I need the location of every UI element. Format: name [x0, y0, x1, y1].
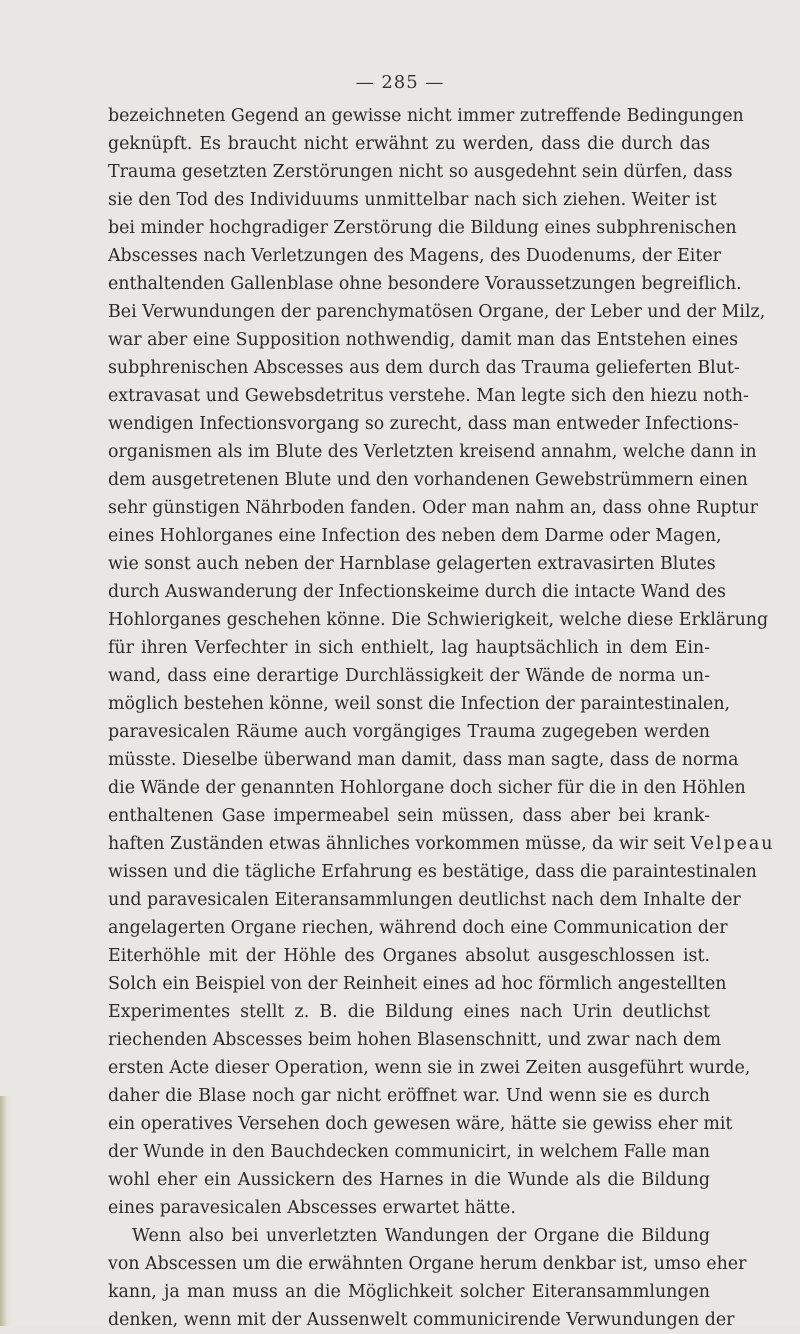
text-line: daher die Blase noch gar nicht eröffnet war. Und wenn sie es durch	[108, 1086, 710, 1106]
text-line: wohl eher ein Aussickern des Harnes in die Wunde als die Bildung	[108, 1170, 710, 1190]
text-line: wissen und die tägliche Erfahrung es bestätige, dass die paraintestinalen	[108, 862, 757, 882]
text-line: wand, dass eine derartige Durchlässigkeit der Wände de norma un-	[108, 666, 710, 686]
text-line: die Wände der genannten Hohlorgane doch sicher für die in den Höhlen	[108, 778, 746, 798]
text-line: Abscesses nach Verletzungen des Magens, des Duodenums, der Eiter	[108, 246, 721, 266]
text-line: eines Hohlorganes eine Infection des neben dem Darme oder Magen,	[108, 526, 722, 546]
text-line: und paravesicalen Eiteransammlungen deutlichst nach dem Inhalte der	[108, 890, 741, 910]
text-line: möglich bestehen könne, weil sonst die Infection der paraintestinalen,	[108, 694, 731, 714]
text-line: ersten Acte dieser Operation, wenn sie in zwei Zeiten ausgeführt wurde,	[108, 1058, 751, 1078]
text-line: kann, ja man muss an die Möglichkeit solcher Eiteransammlungen	[108, 1282, 710, 1302]
text-line: durch Auswanderung der Infectionskeime durch die intacte Wand des	[108, 582, 726, 602]
text-line: war aber eine Supposition nothwendig, damit man das Entstehen eines	[108, 330, 738, 350]
page-number: — 285 —	[355, 72, 445, 93]
text-line: denken, wenn mit der Aussenwelt communicirende Verwundungen der	[108, 1310, 735, 1330]
text-line: wie sonst auch neben der Harnblase gelagerten extravasirten Blutes	[108, 554, 716, 574]
text-line: eines paravesicalen Abscesses erwartet hätte.	[108, 1198, 516, 1218]
text-line: sie den Tod des Individuums unmittelbar nach sich ziehen. Weiter ist	[108, 190, 717, 210]
body-text	[108, 102, 775, 1334]
text-line: paravesicalen Räume auch vorgängiges Trauma zugegeben werden	[108, 722, 710, 742]
text-line: für ihren Verfechter in sich enthielt, lag hauptsächlich in dem Ein-	[108, 638, 710, 658]
text-line: von Abscessen um die erwähnten Organe herum denkbar ist, umso eher	[108, 1254, 747, 1274]
text-line: riechenden Abscesses beim hohen Blasenschnitt, und zwar nach dem	[108, 1030, 721, 1050]
text-line: subphrenischen Abscesses aus dem durch das Trauma gelieferten Blut-	[108, 358, 740, 378]
text-line: enthaltenden Gallenblase ohne besondere Voraussetzungen begreiflich.	[108, 274, 742, 294]
text-line: Eiterhöhle mit der Höhle des Organes absolut ausgeschlossen ist.	[108, 946, 710, 966]
text-line: Solch ein Beispiel von der Reinheit eines ad hoc förmlich angestellten	[108, 974, 727, 994]
text-line: wendigen Infectionsvorgang so zurecht, dass man entweder Infections-	[108, 414, 739, 434]
text-line: angelagerten Organe riechen, während doch eine Communication der	[108, 918, 728, 938]
text-line: extravasat und Gewebsdetritus verstehe. Man legte sich den hiezu noth-	[108, 386, 749, 406]
text-line: Hohlorganes geschehen könne. Die Schwierigkeit, welche diese Erklärung	[108, 610, 769, 630]
text-line: dem ausgetretenen Blute und den vorhandenen Gewebstrümmern einen	[108, 470, 748, 490]
text-line: Bei Verwundungen der parenchymatösen Organe, der Leber und der Milz,	[108, 302, 766, 322]
page-edge-shadow	[0, 1096, 14, 1326]
author-name-spaced: Velpeau	[690, 834, 775, 854]
text-line: geknüpft. Es braucht nicht erwähnt zu werden, dass die durch das	[108, 134, 710, 154]
text-line: bezeichneten Gegend an gewisse nicht immer zutreffende Bedingungen	[108, 106, 744, 126]
text-line	[108, 830, 775, 858]
text-line: sehr günstigen Nährboden fanden. Oder man nahm an, dass ohne Ruptur	[108, 498, 758, 518]
text-line: Wenn also bei unverletzten Wandungen der Organe die Bildung	[132, 1226, 710, 1246]
text-line: ein operatives Versehen doch gewesen wäre, hätte sie gewiss eher mit	[108, 1114, 733, 1134]
text-line: müsste. Dieselbe überwand man damit, dass man sagte, dass de norma	[108, 750, 739, 770]
text-line-start: haften Zuständen etwas ähnliches vorkommen müsse, da wir seit	[108, 834, 686, 854]
text-line: bei minder hochgradiger Zerstörung die Bildung eines subphrenischen	[108, 218, 737, 238]
text-line: der Wunde in den Bauchdecken communicirt, in welchem Falle man	[108, 1142, 710, 1162]
text-line: Experimentes stellt z. B. die Bildung eines nach Urin deutlichst	[108, 1002, 710, 1022]
text-line: enthaltenen Gase impermeabel sein müssen, dass aber bei krank-	[108, 806, 710, 826]
text-line: Trauma gesetzten Zerstörungen nicht so ausgedehnt sein dürfen, dass	[108, 162, 733, 182]
text-line: organismen als im Blute des Verletzten kreisend annahm, welche dann in	[108, 442, 757, 462]
